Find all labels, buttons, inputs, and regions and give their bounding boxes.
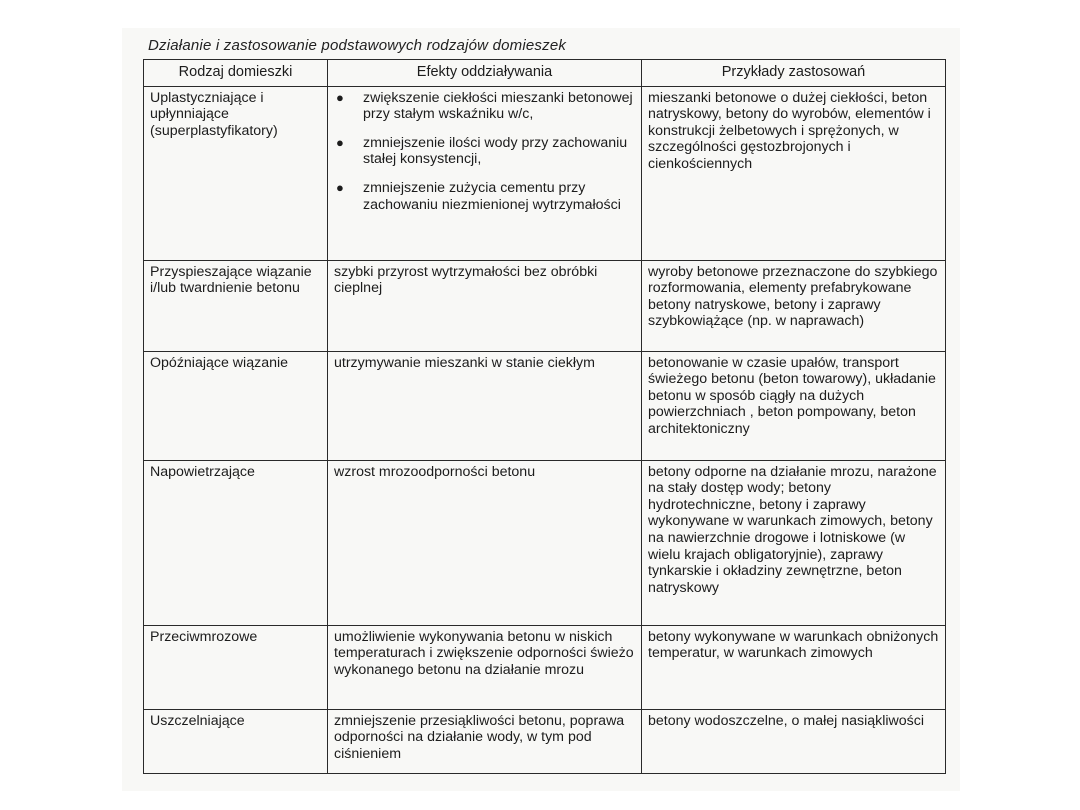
table-row: [144, 460, 946, 625]
applications-text: betony wodoszczelne, o małej nasiąkliwości: [648, 712, 925, 729]
type-text: Napowietrzające: [150, 463, 255, 480]
cell-type: [144, 625, 328, 709]
bullet-icon: ●: [336, 89, 344, 105]
list-item: ● zmniejszenie ilości wody przy zachowaniu stałej konsystencji,: [336, 134, 628, 168]
table-row: [144, 86, 946, 260]
type-text: Przeciwmrozowe: [150, 628, 258, 645]
cell-applications: [642, 351, 946, 460]
applications-text: mieszanki betonowe o dużej ciekłości, beton natryskowy, betony do wyrobów, elementów i konstrukcji żelbetowych i sprężonych, w szczególności gęstozbrojonych i cienkościennych: [648, 89, 931, 172]
header-effects: Efekty oddziaływania: [328, 60, 642, 87]
cell-applications: [642, 260, 946, 351]
type-text: Uplastyczniające i upłynniające (superplastyfikatory): [150, 89, 278, 139]
list-item: ● zwiększenie ciekłości mieszanki betonowej przy stałym wskaźniku w/c,: [336, 89, 633, 123]
table-row: [144, 709, 946, 773]
header-applications: Przykłady zastosowań: [642, 60, 946, 87]
cell-type: [144, 86, 328, 260]
cell-type: [144, 709, 328, 773]
cell-applications: [642, 625, 946, 709]
effects-text: umożliwienie wykonywania betonu w niskich temperaturach i zwiększenie odporności świeżo wykonanego betonu na działanie mrozu: [334, 628, 634, 678]
cell-effects: [328, 625, 642, 709]
applications-text: wyroby betonowe przeznaczone do szybkiego rozformowania, elementy prefabrykowane betony natryskowe, betony i zaprawy szybkowiążące (np. w naprawach): [648, 263, 938, 330]
type-text: Uszczelniające: [150, 712, 245, 729]
cell-effects: [328, 260, 642, 351]
cell-type: [144, 460, 328, 625]
cell-applications: [642, 709, 946, 773]
type-text: Przyspieszające wiązanie i/lub twardnienie betonu: [150, 263, 312, 297]
header-type: Rodzaj domieszki: [144, 60, 328, 87]
list-item: ● zmniejszenie zużycia cementu przy zachowaniu niezmienionej wytrzymałości: [336, 179, 621, 213]
effects-text: zmniejszenie przesiąkliwości betonu, poprawa odporności na działanie wody, w tym pod ciśnieniem: [334, 712, 625, 762]
cell-effects: [328, 709, 642, 773]
applications-text: betony odporne na działanie mrozu, narażone na stały dostęp wody; betony hydrotechniczne, betony i zaprawy wykonywane w warunkach zimowych, betony na nawierzchnie drogowe i lotniskowe (w wielu krajach obligatoryjnie), zaprawy tynkarskie i okładziny zewnętrzne, beton natryskowy: [648, 463, 937, 596]
applications-text: betony wykonywane w warunkach obniżonych temperatur, w warunkach zimowych: [648, 628, 939, 662]
cell-effects: [328, 86, 642, 260]
bullet-icon: ●: [336, 179, 344, 195]
effects-text: wzrost mrozoodporności betonu: [334, 463, 536, 480]
effects-text: szybki przyrost wytrzymałości bez obróbki cieplnej: [334, 263, 598, 297]
cell-type: [144, 351, 328, 460]
cell-type: [144, 260, 328, 351]
table-row: [144, 351, 946, 460]
type-text: Opóźniające wiązanie: [150, 354, 289, 371]
cell-applications: [642, 86, 946, 260]
table-row: [144, 625, 946, 709]
admixtures-table: [143, 59, 946, 774]
table-caption: Działanie i zastosowanie podstawowych rodzajów domieszek: [148, 37, 567, 54]
bullet-icon: ●: [336, 134, 344, 150]
cell-applications: [642, 460, 946, 625]
cell-effects: [328, 460, 642, 625]
table-header-row: [144, 60, 946, 87]
table-row: [144, 260, 946, 351]
cell-effects: [328, 351, 642, 460]
effects-list: [334, 90, 635, 214]
applications-text: betonowanie w czasie upałów, transport świeżego betonu (beton towarowy), układanie betonu w sposób ciągły na dużych powierzchniach , beton pompowany, beton architektoniczny: [648, 354, 936, 437]
effects-text: utrzymywanie mieszanki w stanie ciekłym: [334, 354, 595, 371]
